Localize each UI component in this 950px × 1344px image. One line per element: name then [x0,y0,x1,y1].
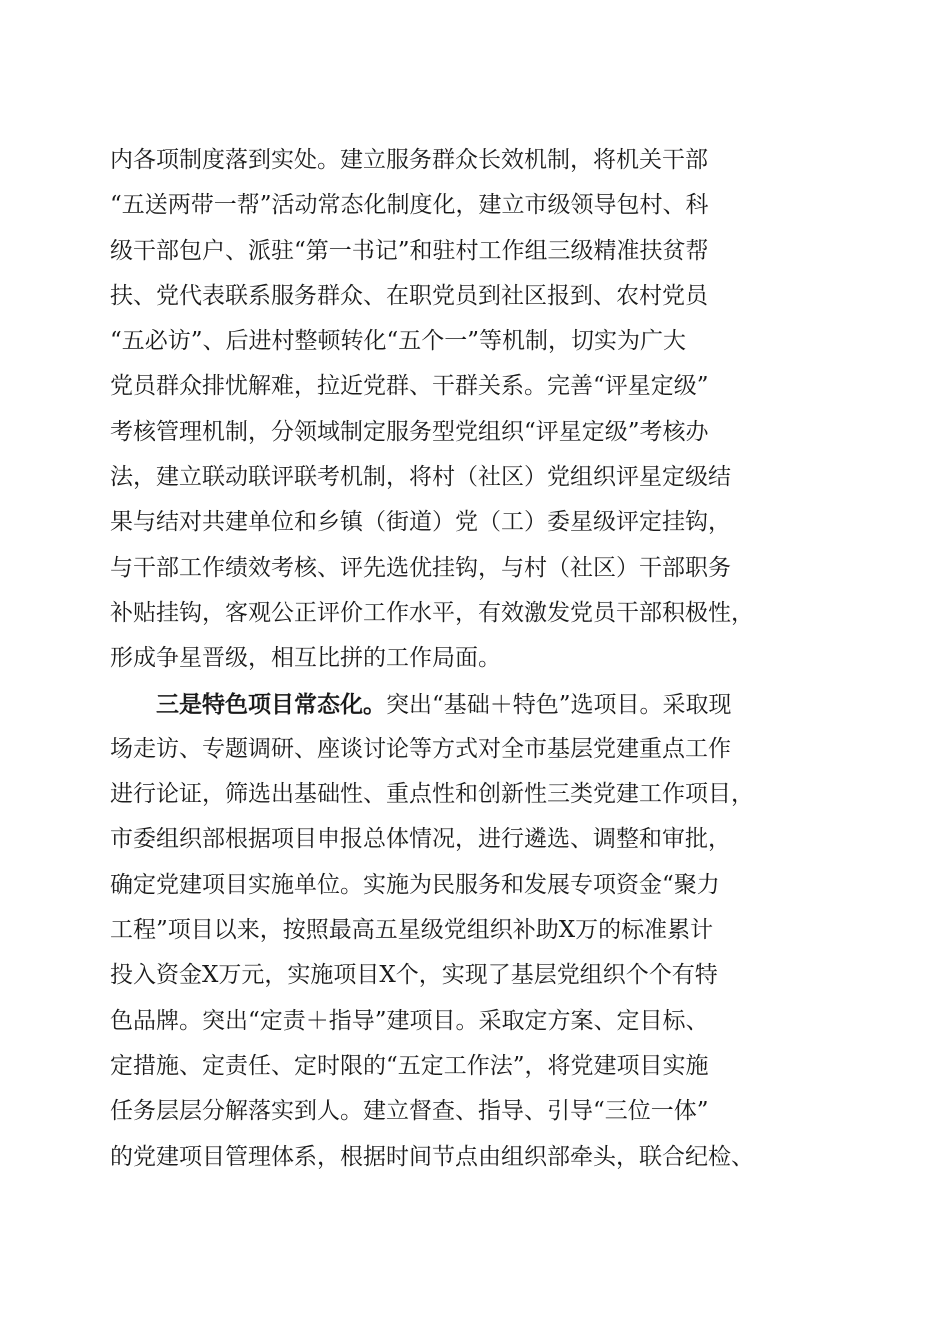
text-line: 工程”项目以来，按照最高五星级党组织补助X万的标准累计 [110,917,714,944]
text-line: 进行论证，筛选出基础性、重点性和创新性三类党建工作项目， [110,781,754,808]
text-line: 定措施、定责任、定时限的“五定工作法”，将党建项目实施 [110,1052,709,1079]
text-line: “五送两带一帮”活动常态化制度化，建立市级领导包村、科 [110,192,709,219]
text-line: 果与结对共建单位和乡镇（街道）党（工）委星级评定挂钩， [110,509,731,536]
text-line: 任务层层分解落实到人。建立督查、指导、引导“三位一体” [110,1098,709,1125]
section-heading: 三是特色项目常态化。 [156,690,386,718]
text-line: 补贴挂钩，客观公正评价工作水平，有效激发党员干部积极性， [110,599,754,626]
text-line: 形成争星晋级，相互比拼的工作局面。 [110,645,501,672]
text-line: 与干部工作绩效考核、评先选优挂钩，与村（社区）干部职务 [110,554,731,581]
text-line: 级干部包户、派驻“第一书记”和驻村工作组三级精准扶贫帮 [110,237,709,264]
text-run: 突出“基础＋特色”选项目。采取现 [386,691,732,718]
text-line: 考核管理机制，分领域制定服务型党组织“评星定级”考核办 [110,418,709,445]
text-line: 法，建立联动联评联考机制，将村（社区）党组织评星定级结 [110,464,731,491]
text-line: 市委组织部根据项目申报总体情况，进行遴选、调整和审批， [110,826,731,853]
text-line: 扶、党代表联系服务群众、在职党员到社区报到、农村党员 [110,282,708,309]
paragraph-1 [110,138,850,682]
paragraph-2 [110,682,850,1180]
text-line: 党员群众排忧解难，拉近党群、干群关系。完善“评星定级” [110,373,709,400]
text-line: 的党建项目管理体系，根据时间节点由组织部牵头，联合纪检、 [110,1143,754,1170]
text-line: “五必访”、后进村整顿转化“五个一”等机制，切实为广大 [110,328,687,355]
text-line: 确定党建项目实施单位。实施为民服务和发展专项资金“聚力 [110,871,720,898]
text-line: 色品牌。突出“定责＋指导”建项目。采取定方案、定目标、 [110,1007,709,1034]
text-line: 投入资金X万元，实施项目X个，实现了基层党组织个个有特 [110,962,718,989]
text-line: 场走访、专题调研、座谈讨论等方式对全市基层党建重点工作 [110,735,731,762]
text-line: 内各项制度落到实处。建立服务群众长效机制，将机关干部 [110,147,708,173]
body-text [110,138,850,1180]
text-line-first [110,682,850,727]
